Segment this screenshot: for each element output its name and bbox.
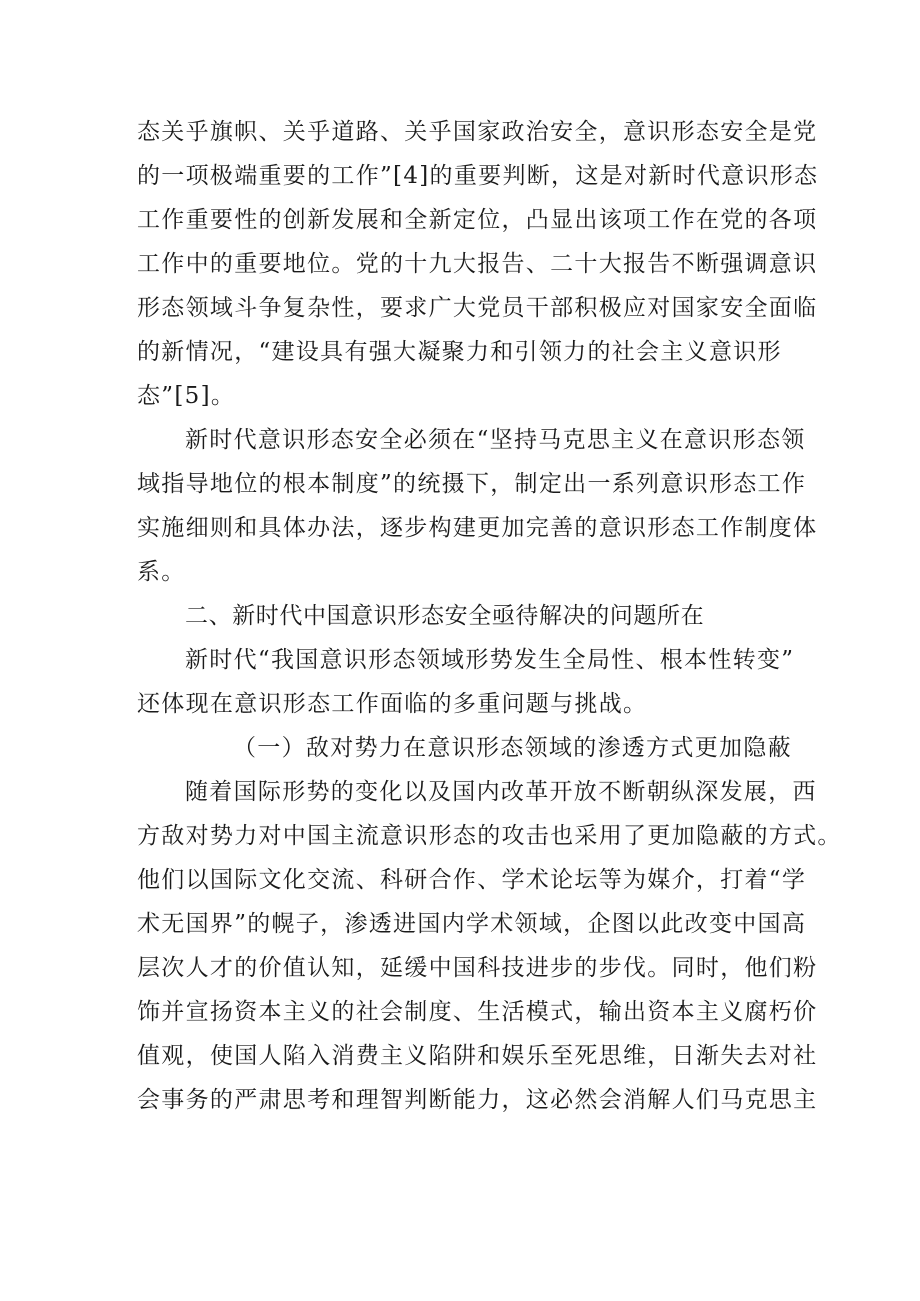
text-line: 他们以国际文化交流、科研合作、学术论坛等为媒介，打着“学: [137, 867, 807, 893]
paragraph-challenges: [137, 638, 795, 726]
text-line: 态关乎旗帜、关乎道路、关乎国家政治安全，意识形态安全是党: [137, 119, 818, 145]
text-line: 态”[5]。: [137, 383, 236, 409]
text-line: 会事务的严肃思考和理智判断能力，这必然会消解人们马克思主: [137, 1087, 818, 1113]
text-line: 新时代“我国意识形态领域形势发生全局性、根本性转变”: [185, 647, 795, 673]
text-line: 的新情况，“建设具有强大凝聚力和引领力的社会主义意识形: [137, 339, 782, 365]
text-line: 还体现在意识形态工作面临的多重问题与挑战。: [137, 691, 648, 717]
text-line: 实施细则和具体办法，逐步构建更加完善的意识形态工作制度体: [137, 515, 818, 541]
text-line: 值观，使国人陷入消费主义陷阱和娱乐至死思维，日渐失去对社: [137, 1043, 818, 1069]
document-body: [137, 110, 842, 1122]
paragraph-continuation: [137, 110, 819, 418]
text-line: 术无国界”的幌子，渗透进国内学术领域，企图以此改变中国高: [137, 911, 807, 937]
text-line: 域指导地位的根本制度”的统摄下，制定出一系列意识形态工作: [137, 471, 807, 497]
text-line: 方敌对势力对中国主流意识形态的攻击也采用了更加隐蔽的方式。: [137, 823, 842, 849]
text-line: 工作重要性的创新发展和全新定位，凸显出该项工作在党的各项: [137, 207, 818, 233]
text-line: 饰并宣扬资本主义的社会制度、生活模式，输出资本主义腐朽价: [137, 999, 818, 1025]
text-line: 形态领域斗争复杂性，要求广大党员干部积极应对国家安全面临: [137, 295, 818, 321]
section-heading: 二、新时代中国意识形态安全亟待解决的问题所在: [185, 603, 705, 629]
text-line: 新时代意识形态安全必须在“坚持马克思主义在意识形态领: [185, 427, 806, 453]
subsection-heading: （一）敌对势力在意识形态领域的渗透方式更加隐蔽: [233, 735, 792, 761]
text-line: 系。: [137, 559, 186, 585]
text-line: 随着国际形势的变化以及国内改革开放不断朝纵深发展，西: [185, 779, 817, 805]
text-line: 工作中的重要地位。党的十九大报告、二十大报告不断强调意识: [137, 251, 818, 277]
paragraph-institution: [137, 418, 818, 594]
text-line: 层次人才的价值认知，延缓中国科技进步的步伐。同时，他们粉: [137, 955, 818, 981]
text-line: 的一项极端重要的工作”[4]的重要判断，这是对新时代意识形态: [137, 163, 819, 189]
paragraph-infiltration: [137, 770, 842, 1122]
